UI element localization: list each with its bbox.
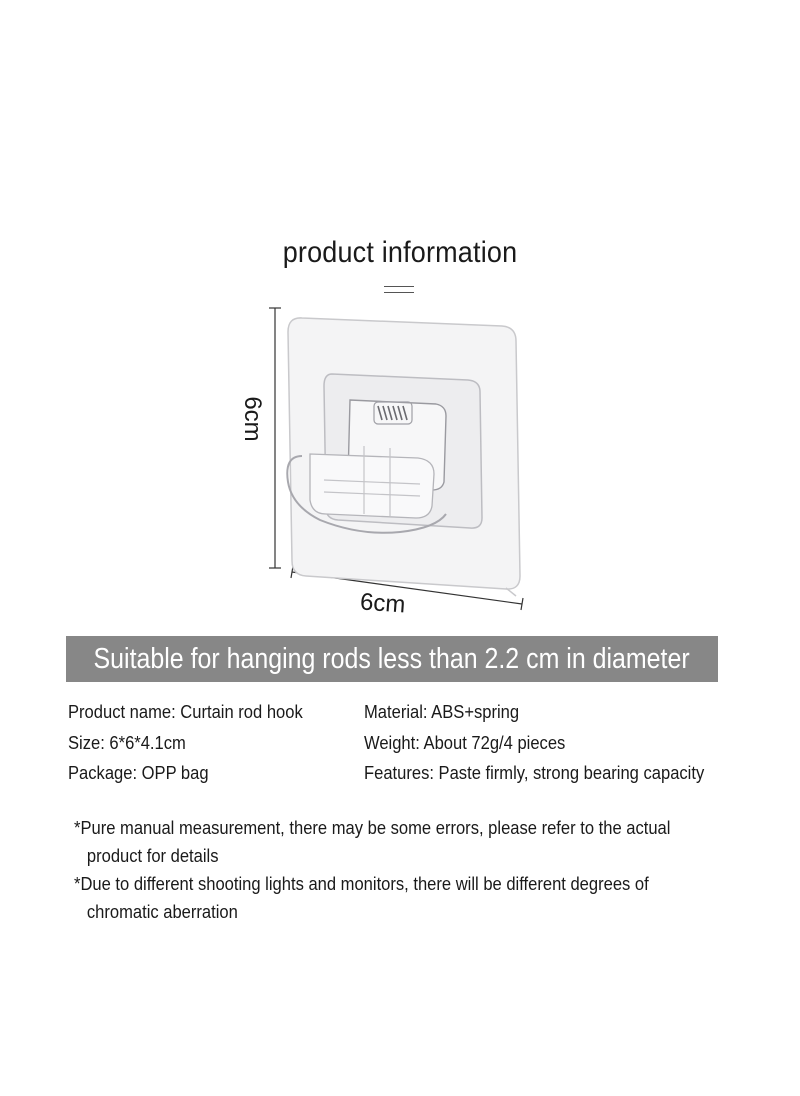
note-measurement-line1: *Pure manual measurement, there may be some errors, please refer to the actual: [74, 818, 671, 838]
note-color: [74, 870, 649, 926]
width-label: 6cm: [359, 588, 407, 619]
note-color-line1: *Due to different shooting lights and monitors, there will be different degrees of: [74, 874, 649, 894]
spec-size: Size: 6*6*4.1cm: [68, 733, 186, 753]
spec-features: Features: Paste firmly, strong bearing capacity: [364, 763, 705, 783]
spec-material: Material: ABS+spring: [364, 702, 520, 722]
spec-weight: Weight: About 72g/4 pieces: [364, 733, 566, 753]
info-banner: [66, 636, 718, 682]
spec-package: Package: OPP bag: [68, 763, 209, 783]
product-image: [240, 296, 540, 616]
banner-text: Suitable for hanging rods less than 2.2 cm in diameter: [93, 642, 691, 675]
spec-product-name: Product name: Curtain rod hook: [68, 702, 303, 722]
height-dimension-line: [269, 308, 281, 568]
height-label: 6cm: [239, 396, 266, 442]
page-title: product information: [282, 236, 518, 269]
title-underline-1: [384, 286, 414, 287]
title-underline-2: [384, 292, 414, 293]
note-measurement: [74, 814, 670, 870]
note-measurement-line2: product for details: [86, 846, 219, 866]
note-color-line2: chromatic aberration: [86, 902, 238, 922]
